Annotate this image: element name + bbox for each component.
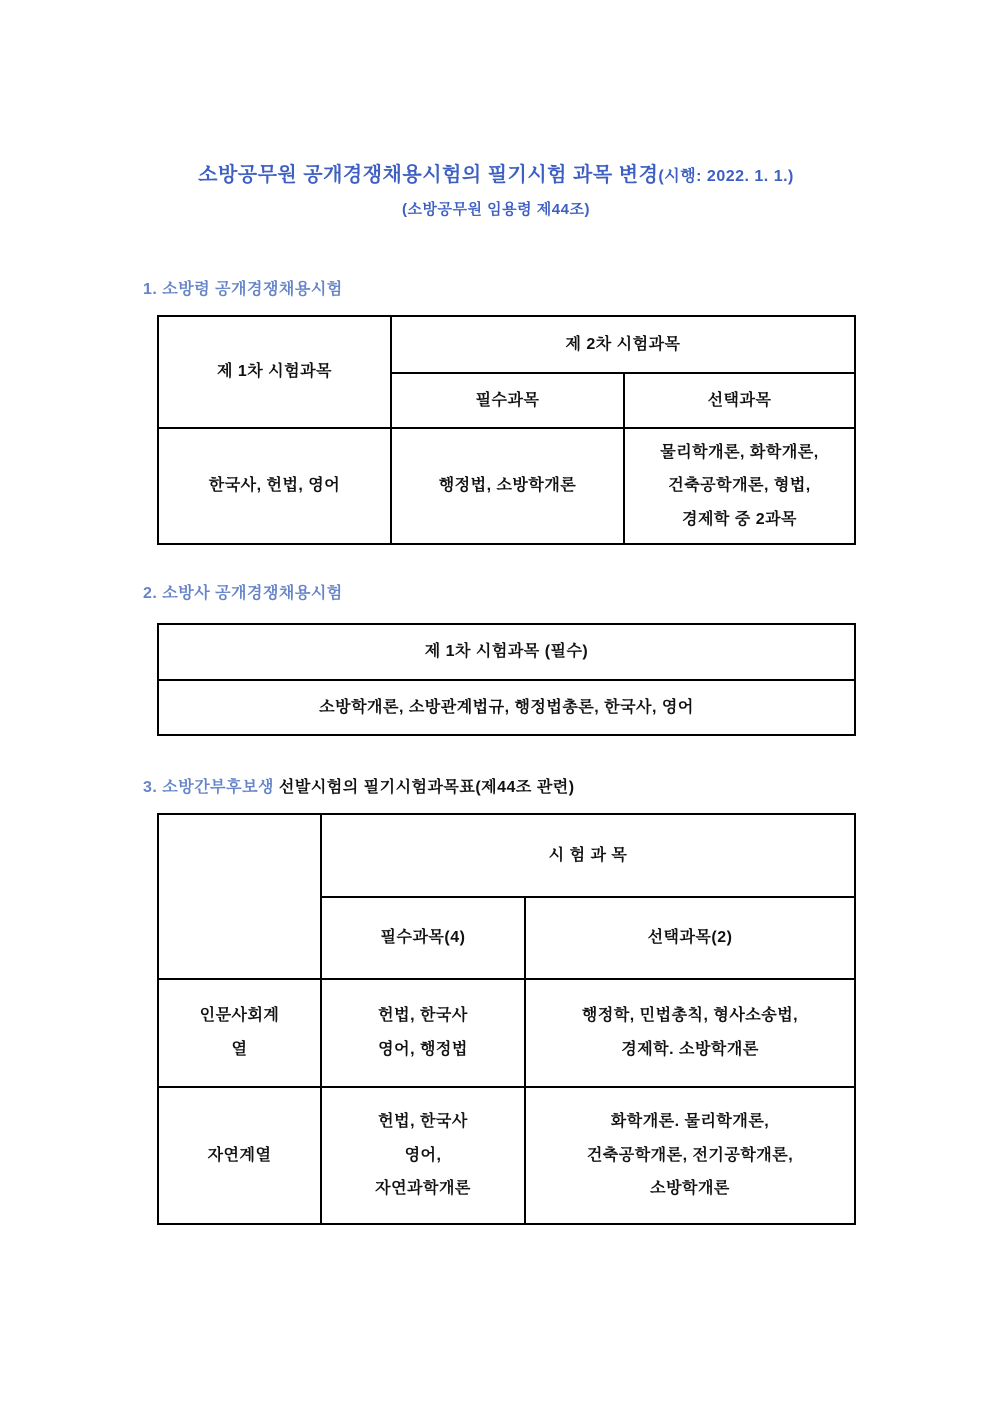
t3-track-humanities-cell [158,979,321,1087]
cell-text-line: 영어, [404,1146,442,1164]
t3-science-required-cell [321,1087,525,1224]
firefighter-exam-table [157,623,856,736]
section-1-heading: 1. 소방령 공개경쟁채용시험 [143,281,343,298]
t3-track-science-cell [158,1087,321,1224]
cell-text-line: 열 [231,1041,248,1058]
t3-required-header-cell: 필수과목(4) [321,897,525,979]
t1-elective-subjects-cell [624,428,855,544]
cell-text-line: 건축공학개론, 형법, [668,477,811,495]
t3-empty-corner-cell [158,814,321,979]
t1-second-exam-header-cell: 제 2차 시험과목 [391,316,855,373]
cell-text-line: 행정학, 민법총칙, 형사소송법, [581,1007,799,1025]
section-3-heading-black: 선발시험의 필기시험과목표(제44조 관련) [273,779,575,796]
cell-text-line: 자연계열 [207,1146,272,1164]
title-main-text: 소방공무원 공개경쟁채용시험의 필기시험 과목 변경 [198,164,659,186]
cell-text-line: 물리학개론, 화학개론, [660,443,819,461]
cell-text-line: 인문사회계 [199,1007,280,1025]
t3-elective-header-cell: 선택과목(2) [525,897,855,979]
section-3-heading-blue: 3. 소방간부후보생 [143,779,274,796]
section-3-heading [143,774,575,797]
cell-text-line: 소방학개론 [650,1180,730,1198]
t1-required-subjects-cell: 행정법, 소방학개론 [391,428,624,544]
t1-elective-header-cell: 선택과목 [624,373,855,428]
cell-text-line: 경제학. 소방학개론 [621,1041,759,1058]
document-title [0,158,992,187]
table-row [158,680,855,735]
t2-header-cell: 제 1차 시험과목 (필수) [158,624,855,680]
t2-subjects-cell: 소방학개론, 소방관계법규, 행정법총론, 한국사, 영어 [158,680,855,735]
t1-first-exam-header-cell: 제 1차 시험과목 [158,316,391,428]
cell-text-line: 헌법, 한국사 [378,1113,468,1131]
fire-commander-exam-table [157,315,856,545]
t1-first-exam-subjects-cell: 한국사, 헌법, 영어 [158,428,391,544]
table-row [158,814,855,897]
cell-text-line: 화학개론. 물리학개론, [610,1113,770,1131]
t1-required-header-cell: 필수과목 [391,373,624,428]
table-row [158,1087,855,1224]
cell-text-line: 영어, 행정법 [378,1041,468,1058]
cell-text-line: 자연과학개론 [375,1180,471,1198]
cell-text-line: 건축공학개론, 전기공학개론, [586,1146,794,1164]
officer-candidate-exam-table [157,813,856,1225]
t3-exam-header-cell: 시 험 과 목 [321,814,855,897]
document-title-block [0,158,992,219]
title-effective-date: (시행: 2022. 1. 1.) [658,168,794,185]
document-subtitle: (소방공무원 임용령 제44조) [402,201,590,218]
cell-text-line: 헌법, 한국사 [378,1007,468,1025]
table-row [158,316,855,373]
table-row [158,624,855,680]
cell-text-line: 경제학 중 2과목 [681,510,798,528]
t3-humanities-elective-cell [525,979,855,1087]
section-2-heading: 2. 소방사 공개경쟁채용시험 [143,585,343,602]
t3-science-elective-cell [525,1087,855,1224]
t3-humanities-required-cell [321,979,525,1087]
table-row [158,979,855,1087]
table-row [158,428,855,544]
